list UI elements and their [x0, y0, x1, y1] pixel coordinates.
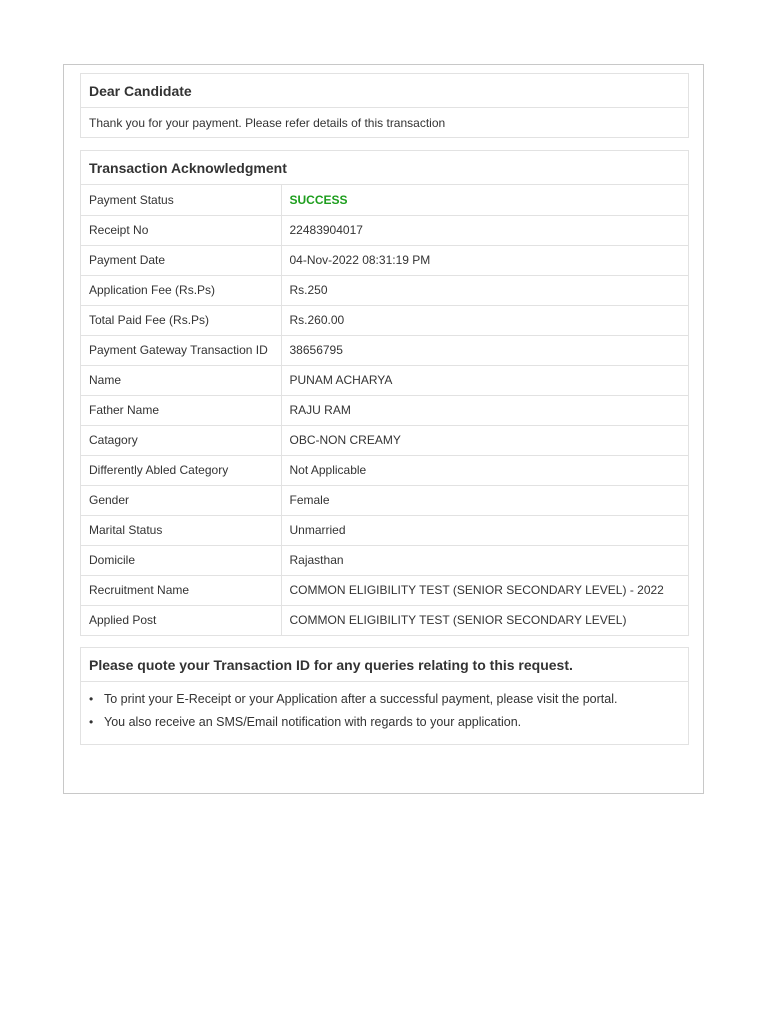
transaction-table-body — [81, 185, 688, 635]
row-value: Rs.260.00 — [281, 305, 688, 335]
transaction-table — [81, 185, 688, 635]
row-value: Rajasthan — [281, 545, 688, 575]
payment-status-value: SUCCESS — [281, 185, 688, 215]
receipt-container — [63, 64, 704, 794]
row-label: Gender — [81, 485, 281, 515]
table-row — [81, 185, 688, 215]
row-value: RAJU RAM — [281, 395, 688, 425]
table-row — [81, 335, 688, 365]
row-value: COMMON ELIGIBILITY TEST (SENIOR SECONDARY LEVEL) - 2022 — [281, 575, 688, 605]
row-label: Receipt No — [81, 215, 281, 245]
row-label: Domicile — [81, 545, 281, 575]
row-value: Not Applicable — [281, 455, 688, 485]
table-row — [81, 485, 688, 515]
notice-body — [81, 682, 688, 734]
table-row — [81, 395, 688, 425]
table-row — [81, 365, 688, 395]
row-value: OBC-NON CREAMY — [281, 425, 688, 455]
row-label: Payment Gateway Transaction ID — [81, 335, 281, 365]
transaction-panel — [80, 150, 689, 636]
notice-item-text: To print your E-Receipt or your Application after a successful payment, please visit the portal. — [104, 692, 618, 706]
notice-title: Please quote your Transaction ID for any queries relating to this request. — [81, 648, 688, 682]
notice-item — [89, 711, 680, 734]
row-value: PUNAM ACHARYA — [281, 365, 688, 395]
table-row — [81, 515, 688, 545]
row-label: Application Fee (Rs.Ps) — [81, 275, 281, 305]
row-label: Catagory — [81, 425, 281, 455]
table-row — [81, 425, 688, 455]
greeting-title: Dear Candidate — [81, 74, 688, 108]
row-label: Payment Status — [81, 185, 281, 215]
notice-item-text: You also receive an SMS/Email notification with regards to your application. — [104, 715, 522, 729]
row-label: Marital Status — [81, 515, 281, 545]
notice-list — [89, 688, 680, 734]
table-row — [81, 275, 688, 305]
row-value: Female — [281, 485, 688, 515]
notice-panel — [80, 647, 689, 745]
greeting-panel — [80, 73, 689, 138]
row-label: Recruitment Name — [81, 575, 281, 605]
table-row — [81, 455, 688, 485]
notice-item — [89, 688, 680, 711]
row-value: Unmarried — [281, 515, 688, 545]
table-row — [81, 575, 688, 605]
row-value: 04-Nov-2022 08:31:19 PM — [281, 245, 688, 275]
row-label: Differently Abled Category — [81, 455, 281, 485]
table-row — [81, 605, 688, 635]
row-label: Total Paid Fee (Rs.Ps) — [81, 305, 281, 335]
table-row — [81, 215, 688, 245]
row-value: 22483904017 — [281, 215, 688, 245]
row-label: Father Name — [81, 395, 281, 425]
row-label: Name — [81, 365, 281, 395]
row-value: 38656795 — [281, 335, 688, 365]
bullet-icon: • — [89, 715, 94, 729]
table-row — [81, 545, 688, 575]
row-label: Applied Post — [81, 605, 281, 635]
row-label: Payment Date — [81, 245, 281, 275]
table-row — [81, 305, 688, 335]
table-row — [81, 245, 688, 275]
row-value: Rs.250 — [281, 275, 688, 305]
transaction-title: Transaction Acknowledgment — [81, 151, 688, 185]
row-value: COMMON ELIGIBILITY TEST (SENIOR SECONDARY LEVEL) — [289, 613, 627, 628]
greeting-message: Thank you for your payment. Please refer details of this transaction — [89, 115, 446, 130]
bullet-icon: • — [89, 692, 94, 706]
